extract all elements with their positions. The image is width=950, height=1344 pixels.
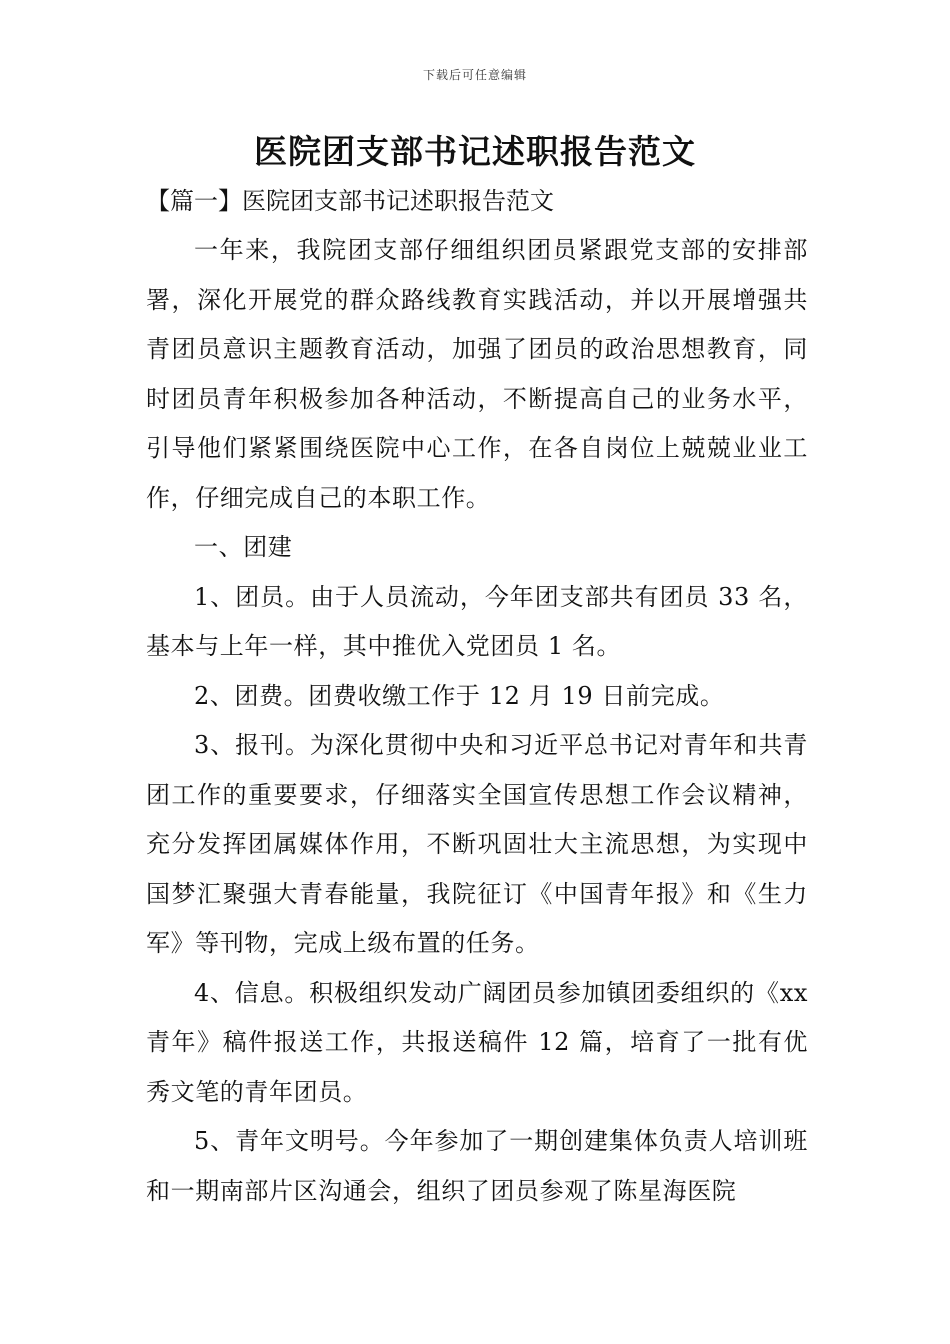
paragraph-publications: 3、报刊。为深化贯彻中央和习近平总书记对青年和共青团工作的重要要求，仔细落实全国宣传思想工作会议精神，充分发挥团属媒体作用，不断巩固壮大主流思想，为实现中国梦汇聚强大青春能量，我院征订《中国青年报》和《生力军》等刊物，完成上级布置的任务。 (146, 731, 808, 957)
section-heading: 【篇一】医院团支部书记述职报告范文 (146, 187, 554, 215)
paragraph-information: 4、信息。积极组织发动广阔团员参加镇团委组织的《xx 青年》稿件报送工作，共报送稿件 12 篇，培育了一批有优秀文笔的青年团员。 (146, 978, 808, 1106)
header-note: 下载后可任意编辑 (422, 68, 527, 82)
paragraph-intro: 一年来，我院团支部仔细组织团员紧跟党支部的安排部署，深化开展党的群众路线教育实践活动，并以开展增强共青团员意识主题教育活动，加强了团员的政治思想教育，同时团员青年积极参加各种活动，不断提高自己的业务水平，引导他们紧紧围绕医院中心工作，在各自岗位上兢兢业业工作，仔细完成自己的本职工作。 (146, 236, 808, 512)
paragraph-members: 1、团员。由于人员流动，今年团支部共有团员 33 名，基本与上年一样，其中推优入党团员 1 名。 (146, 582, 808, 660)
paragraph-civilization: 5、青年文明号。今年参加了一期创建集体负责人培训班和一期南部片区沟通会，组织了团员参观了陈星海医院 (146, 1127, 808, 1205)
document-title: 医院团支部书记述职报告范文 (254, 132, 696, 171)
paragraph-heading-tuanjian: 一、团建 (194, 533, 293, 561)
document-body (146, 226, 808, 1216)
paragraph-fees: 2、团费。团费收缴工作于 12 月 19 日前完成。 (194, 681, 725, 710)
